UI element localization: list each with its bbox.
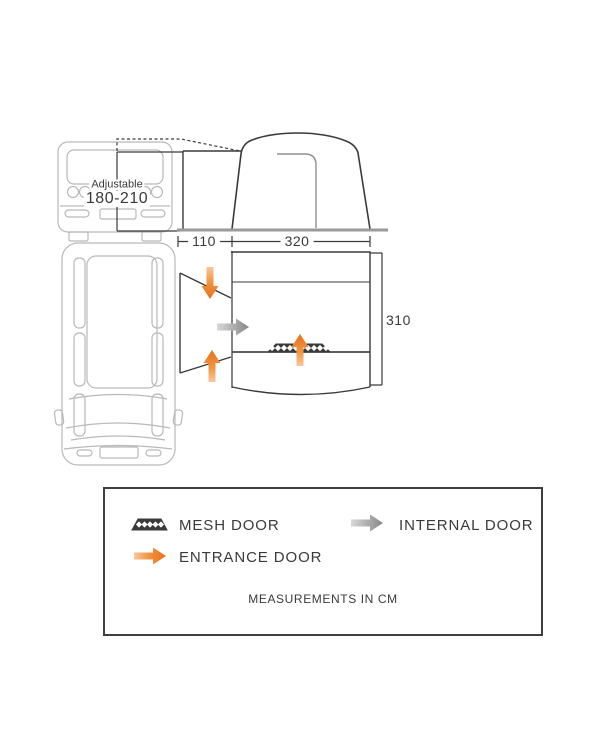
adjustable-upper-limit-dashed-line bbox=[117, 139, 240, 151]
depth-bracket-rule bbox=[370, 253, 382, 385]
entrance-door-arrow-top bbox=[202, 267, 219, 299]
floor-plan-outline-top-right bbox=[231, 252, 370, 387]
legend-mesh-door-label: MESH DOOR bbox=[179, 517, 280, 534]
adjustable-label: Adjustable bbox=[91, 178, 143, 191]
legend-measurements-note: MEASUREMENTS IN CM bbox=[248, 592, 398, 606]
van-top-view bbox=[54, 243, 183, 465]
dimension-320: 320 bbox=[281, 234, 314, 248]
van-top-windshield-bottom bbox=[66, 423, 170, 428]
depth-dimension-bracket bbox=[370, 253, 382, 385]
van-front-right-wheel bbox=[142, 232, 161, 241]
van-top-right-foglight bbox=[146, 450, 161, 456]
dimension-310: 310 bbox=[386, 312, 411, 328]
van-top-left-windows bbox=[74, 258, 85, 436]
adjustable-range-value: 180-210 bbox=[85, 190, 149, 207]
entrance-door-arrow-bottom bbox=[204, 350, 221, 382]
van-front-license-plate bbox=[100, 209, 136, 219]
side-view-tent-outline bbox=[232, 133, 370, 229]
floor-plan-curved-front bbox=[232, 387, 370, 395]
van-top-body bbox=[62, 243, 175, 465]
dimension-110: 110 bbox=[188, 234, 220, 248]
side-view-door-outline bbox=[277, 154, 316, 228]
van-front-right-indicator bbox=[141, 210, 165, 217]
van-top-left-foglight bbox=[77, 450, 92, 456]
legend-internal-door-label: INTERNAL DOOR bbox=[399, 517, 534, 534]
van-front-left-wheel bbox=[69, 232, 88, 241]
van-top-roof bbox=[87, 256, 157, 388]
legend-box bbox=[103, 487, 543, 636]
van-front-left-indicator bbox=[65, 210, 89, 217]
van-top-hood-line bbox=[71, 436, 165, 440]
awning-side-view bbox=[177, 133, 388, 230]
legend-entrance-door-label: ENTRANCE DOOR bbox=[179, 549, 323, 566]
van-top-license-plate bbox=[100, 447, 138, 458]
